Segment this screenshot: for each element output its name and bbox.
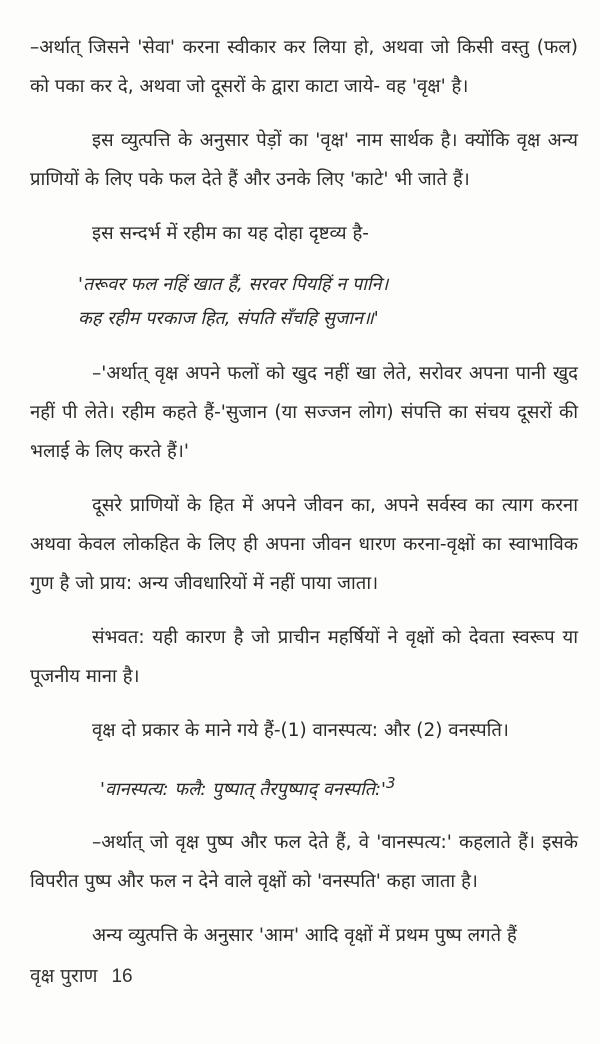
sanskrit-quote bbox=[100, 765, 578, 808]
page-footer bbox=[30, 962, 133, 988]
footnote-marker: 3 bbox=[386, 774, 396, 792]
book-title: वृक्ष पुराण bbox=[30, 965, 98, 987]
page-body bbox=[30, 28, 578, 970]
paragraph-vanaspatya-meaning: –अर्थात् जो वृक्ष पुष्प और फल देते हैं, वे 'वानस्पत्य:' कहलाते हैं। इसके विपरीत पुष्प और फल न देने वाले वृक्षों को 'वनस्पति' कहा जाता है। bbox=[30, 832, 578, 892]
paragraph-two-types: वृक्ष दो प्रकार के माने गये हैं-(1) वानस्पत्य: और (2) वनस्पति। bbox=[92, 720, 509, 741]
doha-line-2: कह रहीम परकाज हित, संपति सँचहि सुजान॥' bbox=[78, 308, 379, 329]
paragraph-worship: संभवत: यही कारण है जो प्राचीन महर्षियों ने वृक्षों को देवता स्वरूप या पूजनीय माना है। bbox=[30, 627, 578, 687]
paragraph-rahim-intro: इस सन्दर्भ में रहीम का यह दोहा दृष्टव्य है- bbox=[92, 223, 369, 244]
rahim-doha bbox=[78, 268, 578, 336]
paragraph-vriksha-definition: –अर्थात् जिसने 'सेवा' करना स्वीकार कर लिया हो, अथवा जो किसी वस्तु (फल) को पका कर दे, अथवा जो दूसरों के द्वारा काटा जाये- वह 'वृक्ष' है। bbox=[30, 37, 578, 97]
paragraph-etymology: इस व्युत्पत्ति के अनुसार पेड़ों का 'वृक्ष' नाम सार्थक है। क्योंकि वृक्ष अन्य प्राणियों के लिए पके फल देते हैं और उनके लिए 'काटे' भी जाते हैं। bbox=[30, 130, 578, 190]
doha-line-1: 'तरूवर फल नहिं खात हैं, सरवर पियहिं न पानि। bbox=[78, 274, 389, 295]
paragraph-other-etymology: अन्य व्युत्पत्ति के अनुसार 'आम' आदि वृक्षों में प्रथम पुष्प लगते हैं bbox=[92, 925, 517, 946]
page-number: 16 bbox=[111, 966, 133, 987]
sanskrit-quote-text: 'वानस्पत्य: फलै: पुष्पात् तैरपुष्पाद् वनस्पति:' bbox=[100, 779, 387, 800]
paragraph-sacrifice: दूसरे प्राणियों के हित में अपने जीवन का, अपने सर्वस्व का त्याग करना अथवा केवल लोकहित के लिए ही अपना जीवन धारण करना-वृक्षों का स्वाभाविक गुण है जो प्राय: अन्य जीवधारियों में नहीं पाया जाता। bbox=[30, 495, 578, 594]
paragraph-doha-meaning: –'अर्थात् वृक्ष अपने फलों को खुद नहीं खा लेते, सरोवर अपना पानी खुद नहीं पी लेते। रहीम कहते हैं-'सुजान (या सज्जन लोग) संपत्ति का संचय दूसरों की भलाई के लिए करते हैं।' bbox=[30, 363, 578, 462]
